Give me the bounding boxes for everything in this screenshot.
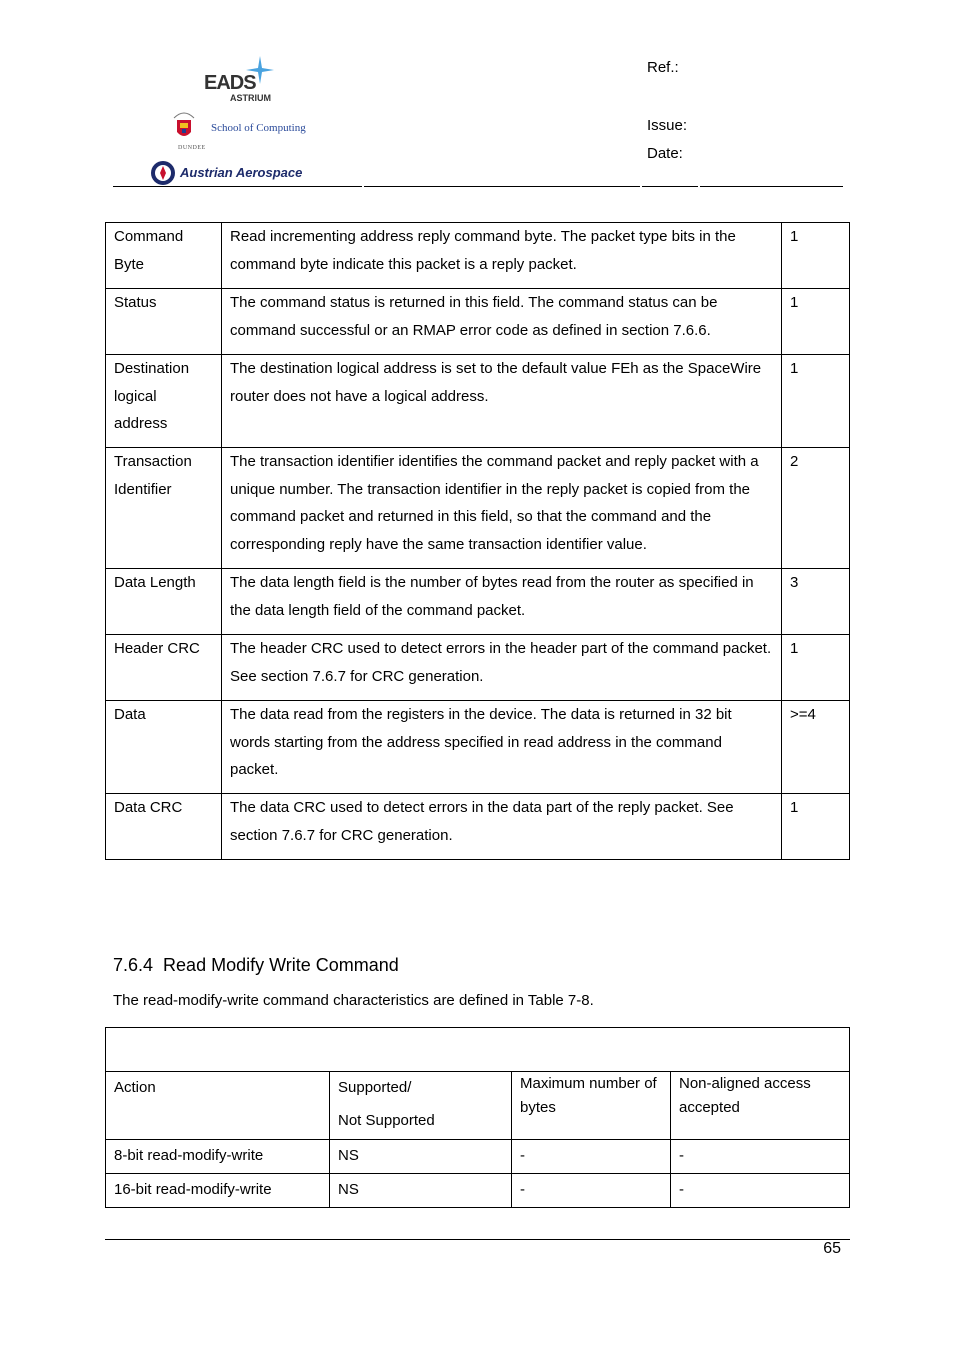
table-row — [106, 701, 850, 794]
dundee-text: DUNDEE — [178, 145, 206, 151]
field-name-cell: Destination logical address — [106, 355, 222, 448]
table-caption-cell — [106, 1028, 850, 1072]
table-row — [106, 635, 850, 701]
field-size-cell: 3 — [782, 569, 850, 635]
field-size-cell: 1 — [782, 794, 850, 860]
table-row — [106, 1174, 850, 1208]
non-aligned-cell: - — [671, 1174, 850, 1208]
field-description-cell: The header CRC used to detect errors in the header part of the command packet. See section 7.6.7 for CRC generation. — [222, 635, 782, 701]
austrian-aerospace-emblem-icon — [150, 160, 176, 186]
non-aligned-cell: - — [671, 1140, 850, 1174]
field-description-cell: The data CRC used to detect errors in the data part of the reply packet. See section 7.6.7 for CRC generation. — [222, 794, 782, 860]
field-description-cell: Read incrementing address reply command byte. The packet type bits in the command byte indicate this packet is a reply packet. — [222, 223, 782, 289]
ref-label: Ref.: — [647, 59, 679, 76]
field-name-cell: Data — [106, 701, 222, 794]
field-size-cell: 1 — [782, 289, 850, 355]
table-row — [106, 223, 850, 289]
header-supported-line2: Not Supported — [338, 1112, 435, 1129]
austrian-aerospace-logo — [150, 160, 350, 188]
header-rule-segment — [642, 186, 698, 187]
table-row — [106, 448, 850, 569]
action-cell: 16-bit read-modify-write — [106, 1174, 330, 1208]
field-name-cell: Transaction Identifier — [106, 448, 222, 569]
table-row — [106, 794, 850, 860]
section-heading — [113, 955, 399, 976]
university-of-dundee-logo — [150, 108, 340, 158]
supported-cell: NS — [330, 1174, 512, 1208]
section-intro-text: The read-modify-write command characteristics are defined in Table 7-8. — [113, 992, 594, 1009]
max-bytes-cell: - — [512, 1140, 671, 1174]
field-description-cell: The data read from the registers in the device. The data is returned in 32 bit words starting from the address specified in read address in the command packet. — [222, 701, 782, 794]
supported-cell: NS — [330, 1140, 512, 1174]
page-number: 65 — [823, 1240, 841, 1257]
header-supported-line1: Supported/ — [338, 1079, 412, 1096]
field-size-cell: 1 — [782, 635, 850, 701]
field-description-cell: The destination logical address is set to the default value FEh as the SpaceWire router does not have a logical address. — [222, 355, 782, 448]
university-crest-icon — [170, 110, 198, 146]
issue-label: Issue: — [647, 117, 688, 134]
field-description-cell: The transaction identifier identifies the command packet and reply packet with a unique number. The transaction identifier in the reply packet is copied from the command packet and returned in this field, so that the command and the corresponding reply have the same transaction identifier value. — [222, 448, 782, 569]
footer-rule — [105, 1239, 850, 1240]
table-header-row — [106, 1072, 850, 1140]
table-caption-row — [106, 1028, 850, 1072]
header-supported — [330, 1072, 512, 1140]
header-max-bytes: Maximum number of bytes — [512, 1072, 671, 1140]
school-of-computing-caption: School of Computing — [211, 122, 306, 134]
field-size-cell: 2 — [782, 448, 850, 569]
header-rule-segment — [700, 186, 843, 187]
eads-text: EADS — [204, 72, 256, 94]
header-rule-segment — [364, 186, 640, 187]
field-size-cell: >=4 — [782, 701, 850, 794]
section-title: Read Modify Write Command — [163, 955, 399, 975]
table-row — [106, 289, 850, 355]
field-name-cell: Header CRC — [106, 635, 222, 701]
action-cell: 8-bit read-modify-write — [106, 1140, 330, 1174]
read-modify-write-characteristics-table — [105, 1027, 850, 1208]
header-action: Action — [106, 1072, 330, 1140]
reply-packet-fields-table — [105, 222, 850, 860]
field-description-cell: The data length field is the number of bytes read from the router as specified in the data length field of the command packet. — [222, 569, 782, 635]
field-name-cell: Status — [106, 289, 222, 355]
astrium-text: ASTRIUM — [230, 93, 271, 103]
date-label: Date: — [647, 145, 683, 162]
field-size-cell: 1 — [782, 355, 850, 448]
header-rule-segment — [113, 186, 362, 187]
eads-astrium-logo — [200, 56, 280, 106]
section-number: 7.6.4 — [113, 955, 154, 975]
table-row — [106, 355, 850, 448]
field-description-cell: The command status is returned in this field. The command status can be command successful or an RMAP error code as defined in section 7.6.6. — [222, 289, 782, 355]
table-row — [106, 569, 850, 635]
field-name-cell: Command Byte — [106, 223, 222, 289]
austrian-aerospace-text: Austrian Aerospace — [180, 165, 303, 180]
max-bytes-cell: - — [512, 1174, 671, 1208]
table-row — [106, 1140, 850, 1174]
field-name-cell: Data CRC — [106, 794, 222, 860]
field-name-cell: Data Length — [106, 569, 222, 635]
header-non-aligned: Non-aligned access accepted — [671, 1072, 850, 1140]
field-size-cell: 1 — [782, 223, 850, 289]
